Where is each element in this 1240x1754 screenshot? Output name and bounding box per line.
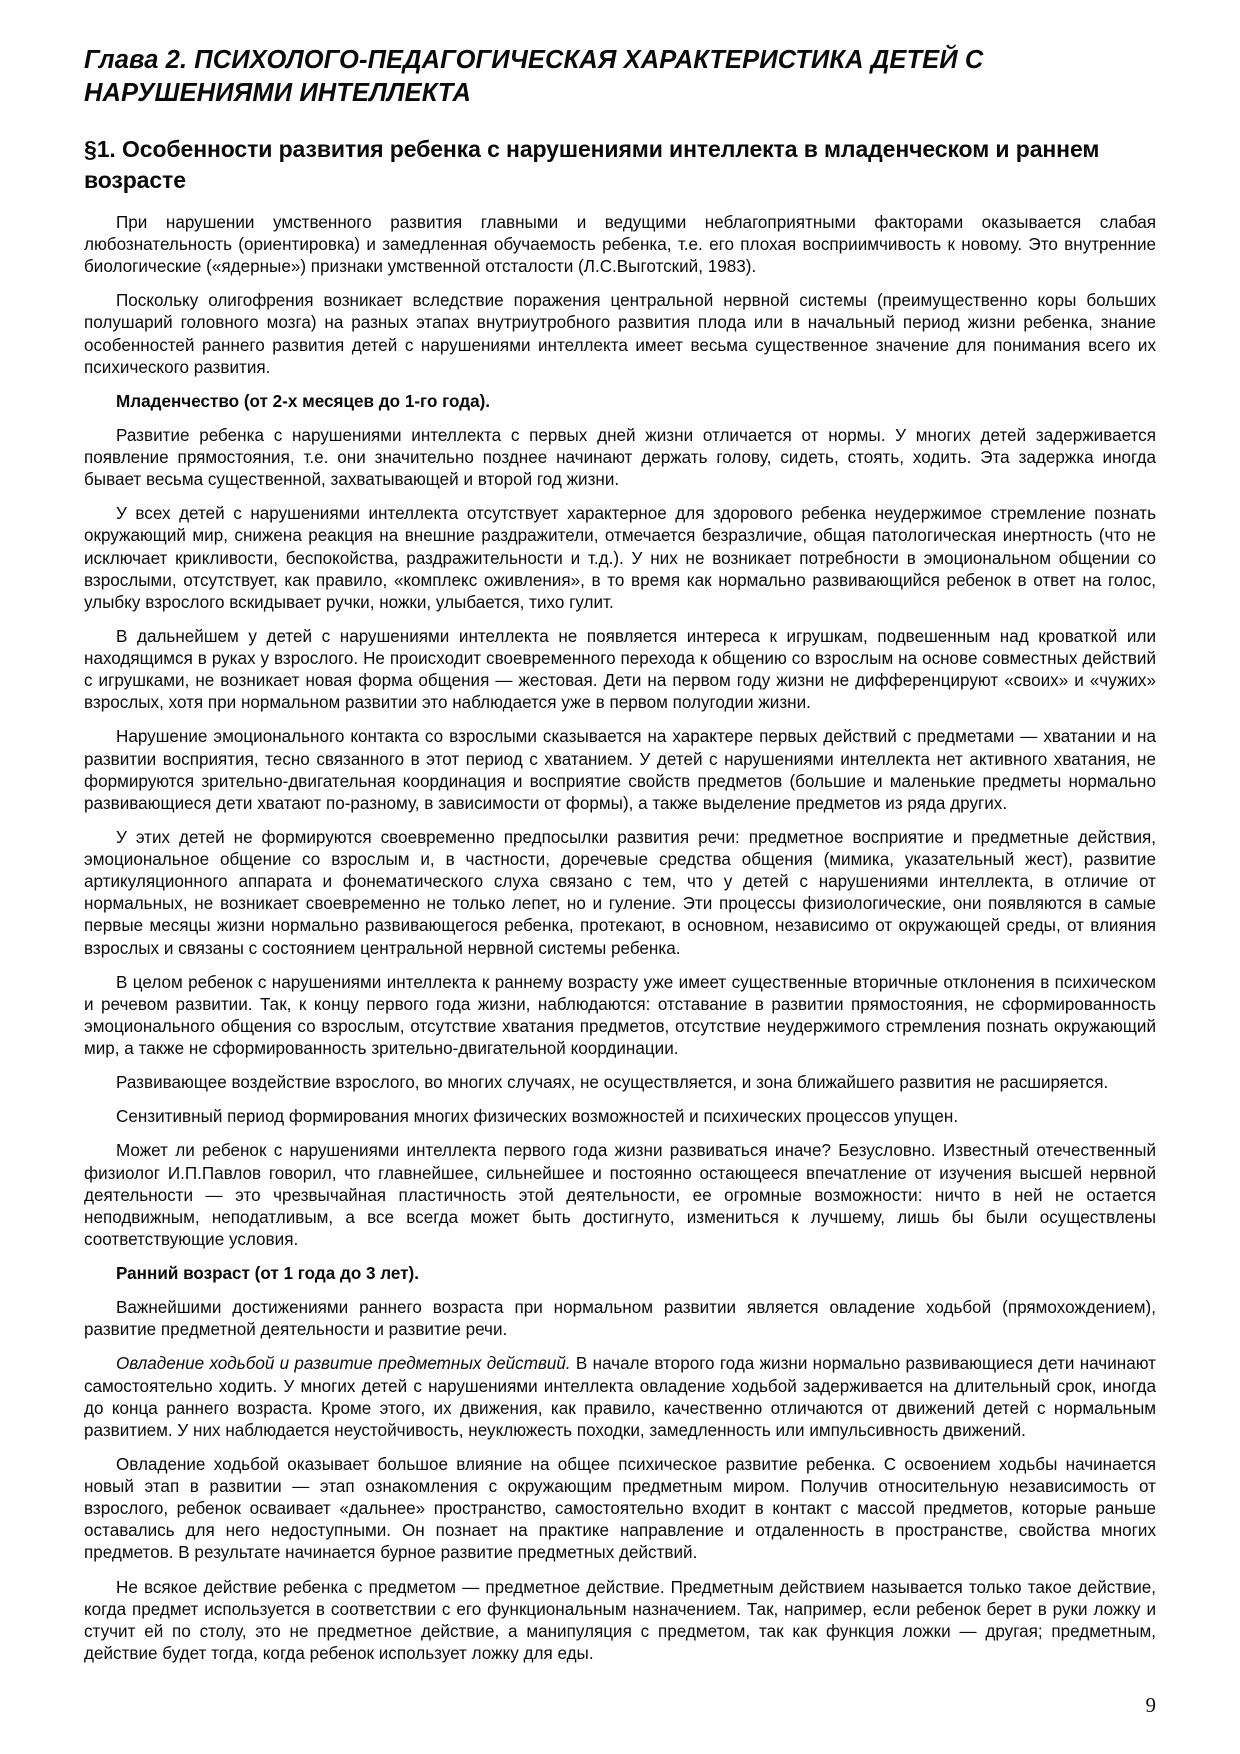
paragraph: При нарушении умственного развития главными и ведущими неблагоприятными факторами оказывается слабая любознательность (ориентировка) и замедленная обучаемость ребенка, т.е. его плохая восприимчивость к новому. Это внутренние биологические («ядерные») признаки умственной отсталости (Л.С.Выготский, 1983). [84,212,1156,277]
paragraph: Поскольку олигофрения возникает вследствие поражения центральной нервной системы (преимущественно коры больших полушарий головного мозга) на разных этапах внутриутробного развития плода или в начальный период жизни ребенка, знание особенностей раннего развития детей с нарушениями интеллекта имеет весьма существенное значение для понимания всего их психического развития. [84,291,1156,377]
italic-lead-in: Овладение ходьбой и развитие предметных действий. [116,1354,571,1374]
section-title: §1. Особенности развития ребенка с нарушениями интеллекта в младенческом и раннем возрасте [84,136,1100,194]
paragraph: У всех детей с нарушениями интеллекта отсутствует характерное для здорового ребенка неудержимое стремление познать окружающий мир, снижена реакция на внешние раздражители, отмечается безразличие, общая патологическая инертность (что не исключает крикливости, беспокойства, раздражительности и т.д.). У них не возникает потребности в эмоциональном общении со взрослыми, отсутствует, как правило, «комплекс оживления», в то время как нормально развивающийся ребенок в ответ на голос, улыбку взрослого вскидывает ручки, ножки, улыбается, тихо гулит. [84,504,1156,612]
subheading-infancy: Младенчество (от 2-х месяцев до 1-го года). [116,391,491,411]
paragraph: Овладение ходьбой оказывает большое влияние на общее психическое развитие ребенка. С освоением ходьбы начинается новый этап в развитии — этап ознакомления с окружающим предметным миром. Получив относительную независимость от взрослого, ребенок осваивает «дальнее» пространство, самостоятельно входит в контакт с массой предметов, которые раньше оставались для него недоступными. Он познает на практике направление и отдаленность в пространстве, свойства многих предметов. В результате начинается бурное развитие предметных действий. [84,1454,1156,1563]
page-content [84,44,1156,1665]
paragraph: Не всякое действие ребенка с предметом — предметное действие. Предметным действием называется только такое действие, когда предмет используется в соответствии с его функциональным назначением. Так, например, если ребенок берет в руки ложку и стучит ей по столу, это не предметное действие, а манипуляция с предметом, так как функция ложки — другая; предметным, действие будет тогда, когда ребенок использует ложку для еды. [84,1577,1156,1663]
paragraph: В дальнейшем у детей с нарушениями интеллекта не появляется интереса к игрушкам, подвешенным над кроваткой или находящимся в руках у взрослого. Не происходит своевременного перехода к общению со взрослым на основе совместных действий с игрушками, не возникает новая форма общения — жестовая. Дети на первом году жизни не дифференцируют «своих» и «чужих» взрослых, хотя при нормальном развитии это наблюдается уже в первом полугодии жизни. [84,626,1156,713]
chapter-title: Глава 2. ПСИХОЛОГО-ПЕДАГОГИЧЕСКАЯ ХАРАКТЕРИСТИКА ДЕТЕЙ С НАРУШЕНИЯМИ ИНТЕЛЛЕКТА [84,46,984,108]
paragraph: Важнейшими достижениями раннего возраста при нормальном развитии является овладение ходьбой (прямохождением), развитие предметной деятельности и развитие речи. [84,1298,1156,1340]
paragraph-with-italic-lead [84,1353,1156,1442]
paragraph-body-text: В начале второго года жизни нормально развивающиеся дети начинают самостоятельно ходить. У многих детей с нарушениями интеллекта овладение ходьбой задерживается на длительный срок, иногда до конца раннего возраста. Кроме этого, их движения, как правило, качественно отличаются от движений детей с нормальным развитием. У них наблюдается неустойчивость, неуклюжесть походки, замедленность или импульсивность движений. [84,1354,1156,1440]
subheading-early-age: Ранний возраст (от 1 года до 3 лет). [116,1264,419,1284]
paragraph: Развитие ребенка с нарушениями интеллекта с первых дней жизни отличается от нормы. У многих детей задерживается появление прямостояния, т.е. они значительно позднее начинают держать голову, сидеть, стоять, ходить. Эта задержка иногда бывает весьма существенной, захватывающей и второй год жизни. [84,425,1156,490]
paragraph: Развивающее воздействие взрослого, во многих случаях, не осуществляется, и зона ближайшего развития не расширяется. [116,1073,1109,1093]
page-number: 9 [1145,1693,1156,1717]
paragraph: Может ли ребенок с нарушениями интеллекта первого года жизни развиваться иначе? Безусловно. Известный отечественный физиолог И.П.Павлов говорил, что главнейшее, сильнейшее и постоянно остающееся впечатление от изучения высшей нервной деятельности — это чрезвычайная пластичность этой деятельности, ее огромные возможности: ничто в ней не остается неподвижным, неподатливым, а все всегда может быть достигнуто, измениться к лучшему, лишь бы были осуществлены соответствующие условия. [84,1141,1156,1249]
paragraph: У этих детей не формируются своевременно предпосылки развития речи: предметное восприятие и предметные действия, эмоциональное общение со взрослым и, в частности, доречевые средства общения (мимика, указательный жест), развитие артикуляционного аппарата и фонематического слуха связано с тем, что у детей с нарушениями интеллекта, в отличие от нормальных, не возникает своевременно не только лепет, но и гуление. Эти процессы физиологические, они появляются в самые первые месяцы жизни нормально развивающегося ребенка, протекают, в основном, независимо от окружающей среды, от влияния взрослых и связаны с состоянием центральной нервной системы ребенка. [84,827,1156,958]
paragraph: Нарушение эмоционального контакта со взрослыми сказывается на характере первых действий с предметами — хватании и на развитии восприятия, тесно связанного в этот период с хватанием. У детей с нарушениями интеллекта нет активного хватания, не формируются зрительно-двигательная координация и восприятие свойств предметов (большие и маленькие предметы нормально развивающиеся дети хватают по-разному, в зависимости от формы), а также выделение предметов из ряда других. [84,727,1156,813]
paragraph: Сензитивный период формирования многих физических возможностей и психических процессов упущен. [116,1107,959,1127]
paragraph: В целом ребенок с нарушениями интеллекта к раннему возрасту уже имеет существенные вторичные отклонения в психическом и речевом развитии. Так, к концу первого года жизни, наблюдаются: отставание в развитии прямостояния, не сформированность эмоционального общения со взрослым, отсутствие хватания предметов, отсутствие неудержимого стремления познать окружающий мир, а также не сформированность зрительно-двигательной координации. [84,972,1156,1059]
